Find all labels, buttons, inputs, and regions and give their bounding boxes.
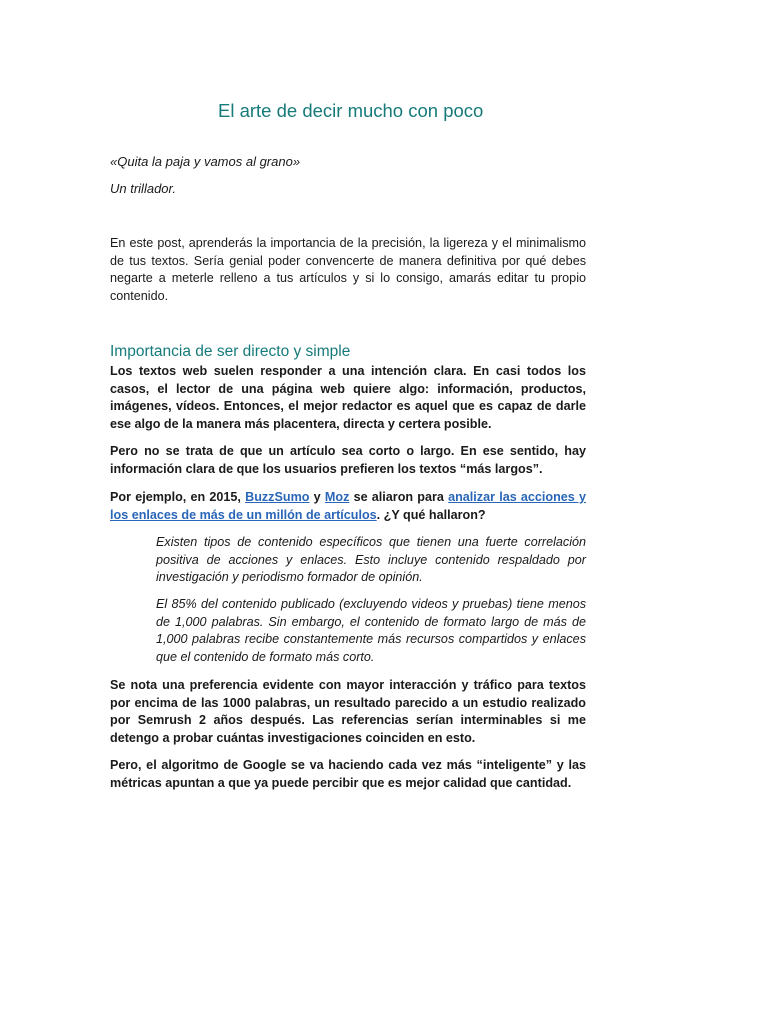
document-title: El arte de decir mucho con poco (218, 100, 484, 121)
paragraph-5: Pero, el algoritmo de Google se va haciendo cada vez más “inteligente” y las métricas apuntan a que ya puede percibir que es mejor calidad que cantidad. (110, 758, 586, 790)
paragraph-3 (110, 489, 586, 524)
buzzsumo-link[interactable]: BuzzSumo (245, 490, 310, 504)
paragraph-3-text-middle: se aliaron para (353, 490, 444, 504)
paragraph-3-text-after: . ¿Y qué hallaron? (376, 507, 486, 522)
blockquote-1: Existen tipos de contenido específicos que tienen una fuerte correlación positiva de acciones y enlaces. Esto incluye contenido respaldado por investigación y periodismo formador de opinión. (156, 535, 586, 585)
epigraph-attribution: Un trillador. (110, 181, 176, 196)
paragraph-2: Pero no se trata de que un artículo sea corto o largo. En ese sentido, hay información clara de que los usuarios prefieren los textos “más largos”. (110, 444, 586, 476)
intro-paragraph: En este post, aprenderás la importancia de la precisión, la ligereza y el minimalismo de tus textos. Sería genial poder convencerte de manera definitiva por qué debes negarte a meterle relleno a tus artículos y si lo consigo, amarás editar tu propio contenido. (110, 236, 586, 303)
paragraph-3-text-and: y (313, 490, 321, 504)
section-heading: Importancia de ser directo y simple (110, 343, 351, 360)
blockquote-2: El 85% del contenido publicado (excluyendo videos y pruebas) tiene menos de 1,000 palabras. Sin embargo, el contenido de formato largo de más de 1,000 palabras recibe constantemente más recursos compartidos y enlaces que el contenido de formato más corto. (156, 597, 586, 664)
moz-link[interactable]: Moz (324, 490, 350, 504)
paragraph-1: Los textos web suelen responder a una intención clara. En casi todos los casos, el lector de una página web quiere algo: información, productos, imágenes, vídeos. Entonces, el mejor redactor es aquel que es capaz de darle ese algo de la manera más placentera, directa y certera posible. (110, 364, 586, 431)
epigraph-quote: «Quita la paja y vamos al grano» (110, 154, 301, 169)
analysis-link[interactable]: analizar las acciones y los enlaces de más de un millón de artículos (110, 490, 587, 522)
paragraph-4: Se nota una preferencia evidente con mayor interacción y tráfico para textos por encima de las 1000 palabras, un resultado parecido a un estudio realizado por Semrush 2 años después. Las referencias serían interminables si me detengo a probar cuántas investigaciones coinciden en esto. (110, 678, 586, 745)
paragraph-3-text-before: Por ejemplo, en 2015, (110, 490, 241, 504)
